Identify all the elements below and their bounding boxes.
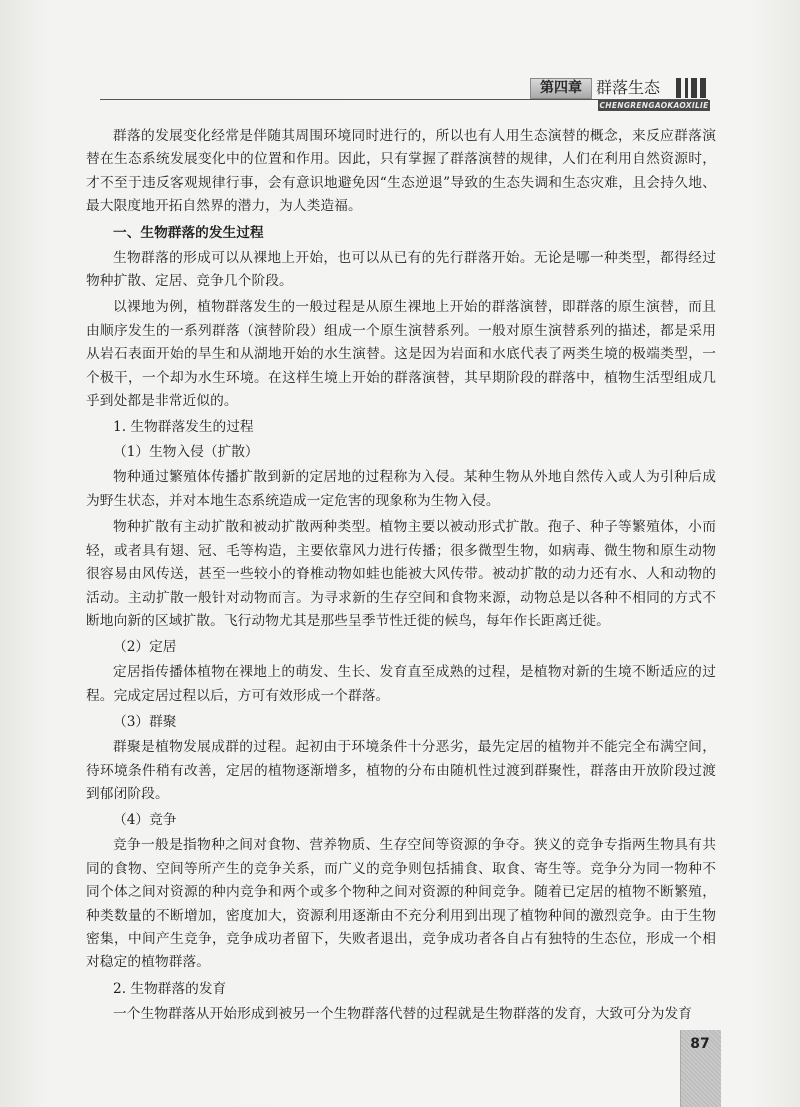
item-heading: （2）定居: [113, 639, 177, 656]
paragraph: 一个生物群落从开始形成到被另一个生物群落代替的过程就是生物群落的发育，大致可分为发育: [113, 1005, 693, 1022]
section-heading: 一、生物群落的发生过程: [113, 224, 264, 241]
paragraph: 以裸地为例，植物群落发生的一般过程是从原生裸地上开始的群落演替，即群落的原生演替，而且由顺序发生的一系列群落（演替阶段）组成一个原生演替系列。一般对原生演替系列的描述，都是采用从岩石表面开始的旱生和从湖地开始的水生演替。这是因为岩面和水底代表了两类生境的极端类型，一个极干，一个却为水生环境。在这样生境上开始的群落演替，其早期阶段的群落中，植物生活型组成几乎到处都是非常近似的。: [86, 299, 716, 410]
paragraph: 竞争一般是指物种之间对食物、营养物质、生存空间等资源的争夺。狭义的竞争专指两生物具有共同的食物、空间等所产生的竞争关系，而广义的竞争则包括捕食、取食、寄生等。竞争分为同一物种不同个体之间对资源的种内竞争和两个或多个物种之间对资源的种间竞争。随着已定居的植物不断繁殖，种类数量的不断增加，密度加大，资源利用逐渐由不充分利用到出现了植物种间的激烈竞争。由于生物密集，中间产生竞争，竞争成功者留下，失败者退出，竞争成功者各自占有独特的生态位，形成一个相对稳定的植物群落。: [86, 837, 716, 971]
subsection-heading: 1. 生物群落发生的过程: [113, 419, 254, 436]
subsection-heading: 2. 生物群落的发育: [113, 980, 227, 997]
paragraph: 物种通过繁殖体传播扩散到新的定居地的过程称为入侵。某种生物从外地自然传入或人为引种后成为野生状态，并对本地生态系统造成一定危害的现象称为生物入侵。: [86, 469, 716, 509]
paragraph: 定居指传播体植物在裸地上的萌发、生长、发育直至成熟的过程，是植物对新的生境不断适应的过程。完成定居过程以后，方可有效形成一个群落。: [86, 664, 716, 704]
page-number: 87: [690, 1036, 710, 1052]
paragraph: 群聚是植物发展成群的过程。起初由于环境条件十分恶劣，最先定居的植物并不能完全布满空间，待环境条件稍有改善，定居的植物逐渐增多，植物的分布由随机性过渡到群聚性，群落由开放阶段过渡到郁闭阶段。: [86, 739, 716, 802]
series-banner: CHENGRENGAOKAOXILIE: [599, 101, 709, 110]
header-bars-decoration: [676, 78, 716, 98]
item-heading: （3）群聚: [113, 714, 177, 731]
chapter-label: 第四章: [530, 78, 592, 99]
paragraph: 物种扩散有主动扩散和被动扩散两种类型。植物主要以被动形式扩散。孢子、种子等繁殖体，小而轻，或者具有翅、冠、毛等构造，主要依靠风力进行传播；很多微型生物，如病毒、微生物和原生动物很容易由风传送，甚至一些较小的脊椎动物如蛙也能被大风传带。被动扩散的动力还有水、人和动物的活动。主动扩散一般针对动物而言。为寻求新的生存空间和食物来源，动物总是以各种不相同的方式不断地向新的区域扩散。飞行动物尤其是那些呈季节性迁徙的候鸟，每年作长距离迁徙。: [86, 519, 716, 629]
item-heading: （4）竞争: [113, 812, 177, 829]
page-body: [86, 125, 716, 1029]
paragraph: 群落的发展变化经常是伴随其周围环境同时进行的，所以也有人用生态演替的概念，来反应群落演替在生态系统发展变化中的位置和作用。因此，只有掌握了群落演替的规律，人们在利用自然资源时，才不至于违反客观规律行事，会有意识地避免因“生态逆退”导致的生态失调和生态灾难，且会持久地、最大限度地开拓自然界的潜力，为人类造福。: [86, 128, 716, 215]
item-heading: （1）生物入侵（扩散）: [113, 444, 259, 461]
chapter-title: 群落生态: [596, 78, 661, 97]
paragraph: 生物群落的形成可以从裸地上开始，也可以从已有的先行群落开始。无论是哪一种类型，都得经过物种扩散、定居、竞争几个阶段。: [86, 249, 716, 290]
